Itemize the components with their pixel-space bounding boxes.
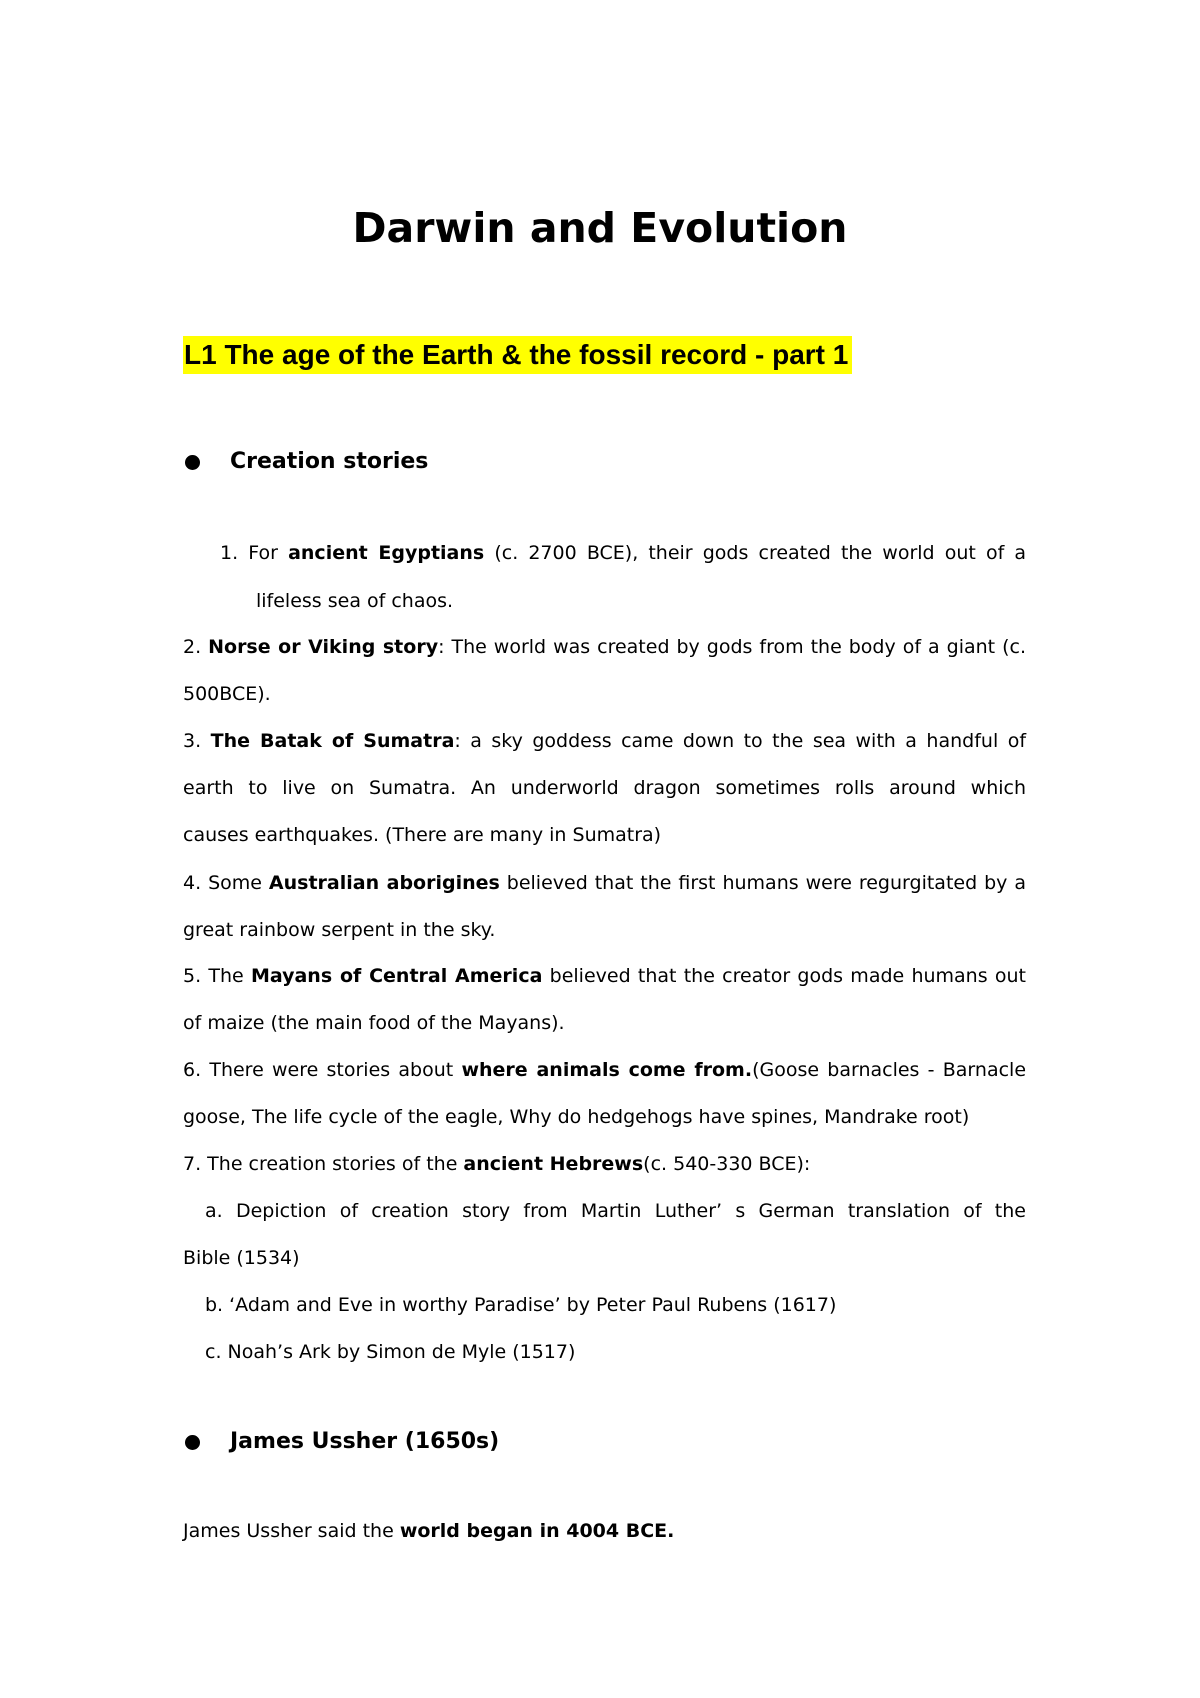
- ussher-paragraph: James Ussher said the world began in 4004 BCE.: [183, 1520, 675, 1542]
- list-item-continuation: 500BCE).: [183, 683, 271, 705]
- list-item: 4. Some Australian aborigines believed that the first humans were regurgitated by a: [183, 872, 1026, 894]
- sub-list-item: c. Noah’s Ark by Simon de Myle (1517): [205, 1341, 576, 1363]
- list-item: 3. The Batak of Sumatra: a sky goddess came down to the sea with a handful of: [183, 730, 1027, 752]
- list-item: 5. The Mayans of Central America believed that the creator gods made humans out: [183, 965, 1026, 987]
- list-item: 2. Norse or Viking story: The world was created by gods from the body of a giant (c.: [183, 636, 1026, 658]
- section-heading-creation-stories: [185, 447, 428, 477]
- sub-list-item-continuation: Bible (1534): [183, 1247, 300, 1269]
- sub-list-item: b. ‘Adam and Eve in worthy Paradise’ by Peter Paul Rubens (1617): [205, 1294, 837, 1316]
- bullet-icon: [185, 455, 200, 470]
- section-heading-text: Creation stories: [230, 449, 429, 474]
- list-item-continuation: goose, The life cycle of the eagle, Why do hedgehogs have spines, Mandrake root): [183, 1106, 970, 1128]
- list-item-continuation: great rainbow serpent in the sky.: [183, 919, 496, 941]
- list-item-continuation: of maize (the main food of the Mayans).: [183, 1012, 565, 1034]
- sub-list-item: a. Depiction of creation story from Martin Luther’ s German translation of the: [205, 1200, 1026, 1222]
- list-item: 1. For ancient Egyptians (c. 2700 BCE), their gods created the world out of a: [220, 542, 1027, 564]
- section-heading-james-ussher: [185, 1427, 499, 1457]
- document-title: Darwin and Evolution: [352, 204, 848, 252]
- list-item-continuation: causes earthquakes. (There are many in Sumatra): [183, 824, 662, 846]
- lesson-heading: L1 The age of the Earth & the fossil record - part 1: [183, 336, 852, 374]
- list-item-continuation: lifeless sea of chaos.: [256, 590, 454, 612]
- list-item-continuation: earth to live on Sumatra. An underworld dragon sometimes rolls around which: [183, 777, 1026, 799]
- bullet-icon: [185, 1435, 200, 1450]
- list-item: 6. There were stories about where animals come from.(Goose barnacles - Barnacle: [183, 1059, 1027, 1081]
- section-heading-text: James Ussher (1650s): [230, 1429, 500, 1454]
- list-item: 7. The creation stories of the ancient Hebrews(c. 540-330 BCE):: [183, 1153, 811, 1175]
